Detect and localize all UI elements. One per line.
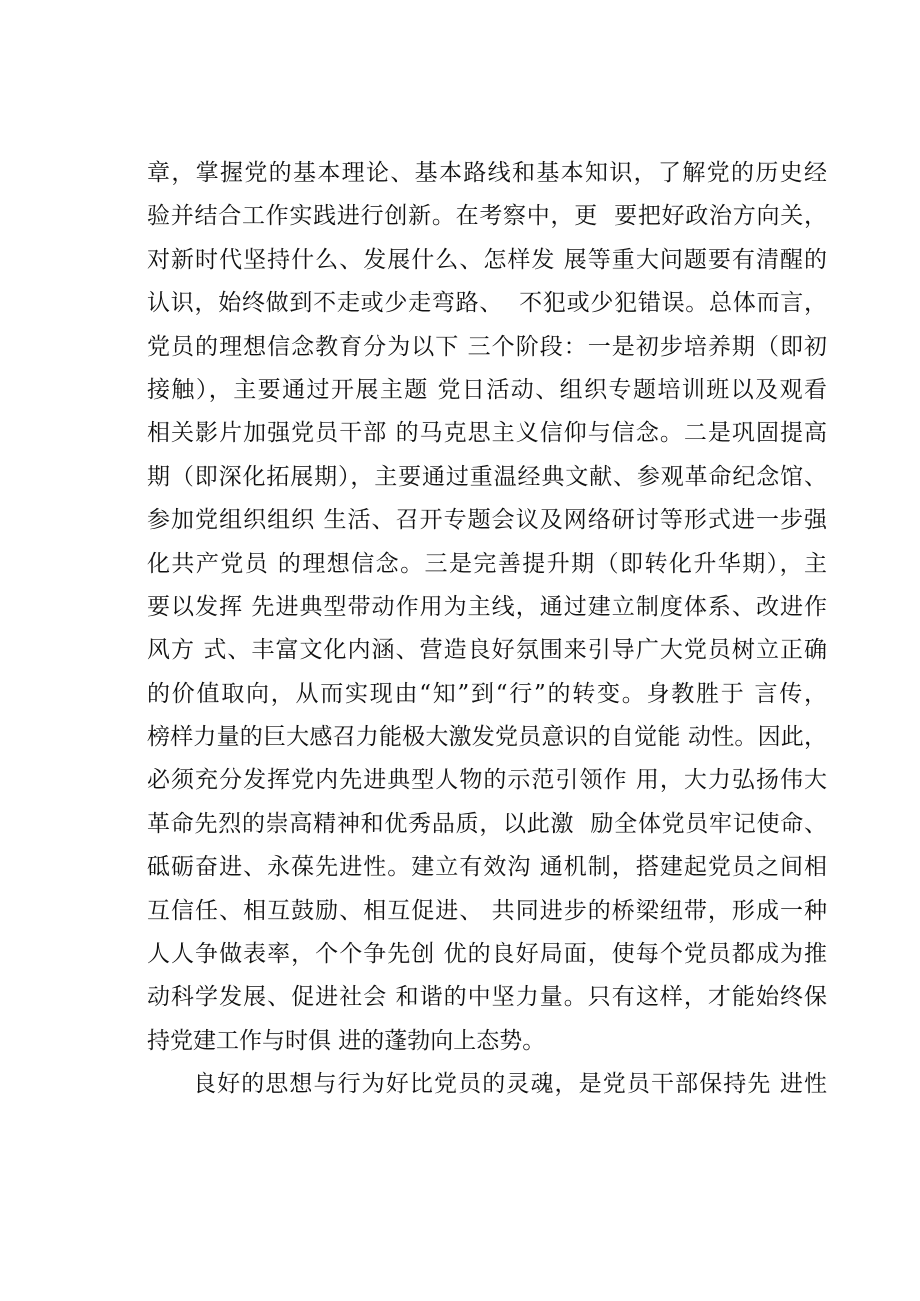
text-line: 要以发挥 先进典型带动作用为主线，通过建立制度体系、改进作	[147, 593, 827, 620]
text-line: 人人争做表率，个个争先创 优的良好局面，使每个党员都成为推	[147, 941, 827, 968]
text-line: 党员的理想信念教育分为以下 三个阶段：一是初步培养期（即初	[147, 333, 827, 360]
text-line: 风方 式、丰富文化内涵、营造良好氛围来引导广大党员树立正确	[147, 637, 827, 664]
text-line: 的价值取向，从而实现由“知”到“行”的转变。身教胜于 言传，	[147, 680, 827, 707]
text-line: 期（即深化拓展期），主要通过重温经典文献、参观革命纪念馆、	[147, 463, 827, 490]
text-line: 章，掌握党的基本理论、基本路线和基本知识，了解党的历史经	[147, 160, 827, 186]
paragraph-start-line: 良好的思想与行为好比党员的灵魂，是党员干部保持先 进性	[193, 1071, 827, 1098]
text-line: 榜样力量的巨大感召力能极大激发党员意识的自觉能 动性。因此，	[147, 724, 827, 751]
text-line: 接触），主要通过开展主题 党日活动、组织专题培训班以及观看	[147, 376, 827, 403]
text-line: 认识，始终做到不走或少走弯路、 不犯或少犯错误。总体而言，	[147, 290, 827, 317]
text-line: 革命先烈的崇高精神和优秀品质，以此激 励全体党员牢记使命、	[147, 810, 827, 837]
paragraph-end-line: 持党建工作与时俱 进的蓬勃向上态势。	[147, 1027, 546, 1054]
text-line: 相关影片加强党员干部 的马克思主义信仰与信念。二是巩固提高	[147, 420, 827, 447]
text-line: 砥砺奋进、永葆先进性。建立有效沟 通机制，搭建起党员之间相	[147, 854, 827, 881]
body-text	[147, 152, 827, 1107]
text-line: 动科学发展、促进社会 和谐的中坚力量。只有这样，才能始终保	[147, 984, 827, 1011]
text-line: 互信任、相互鼓励、相互促进、 共同进步的桥梁纽带，形成一种	[147, 897, 827, 924]
text-line: 对新时代坚持什么、发展什么、怎样发 展等重大问题要有清醒的	[147, 246, 827, 273]
text-line: 必须充分发挥党内先进典型人物的示范引领作 用，大力弘扬伟大	[147, 767, 827, 794]
text-line: 验并结合工作实践进行创新。在考察中，更 要把好政治方向关，	[147, 203, 827, 230]
text-line: 化共产党员 的理想信念。三是完善提升期（即转化升华期），主	[147, 550, 827, 577]
text-line: 参加党组织组织 生活、召开专题会议及网络研讨等形式进一步强	[147, 507, 827, 534]
